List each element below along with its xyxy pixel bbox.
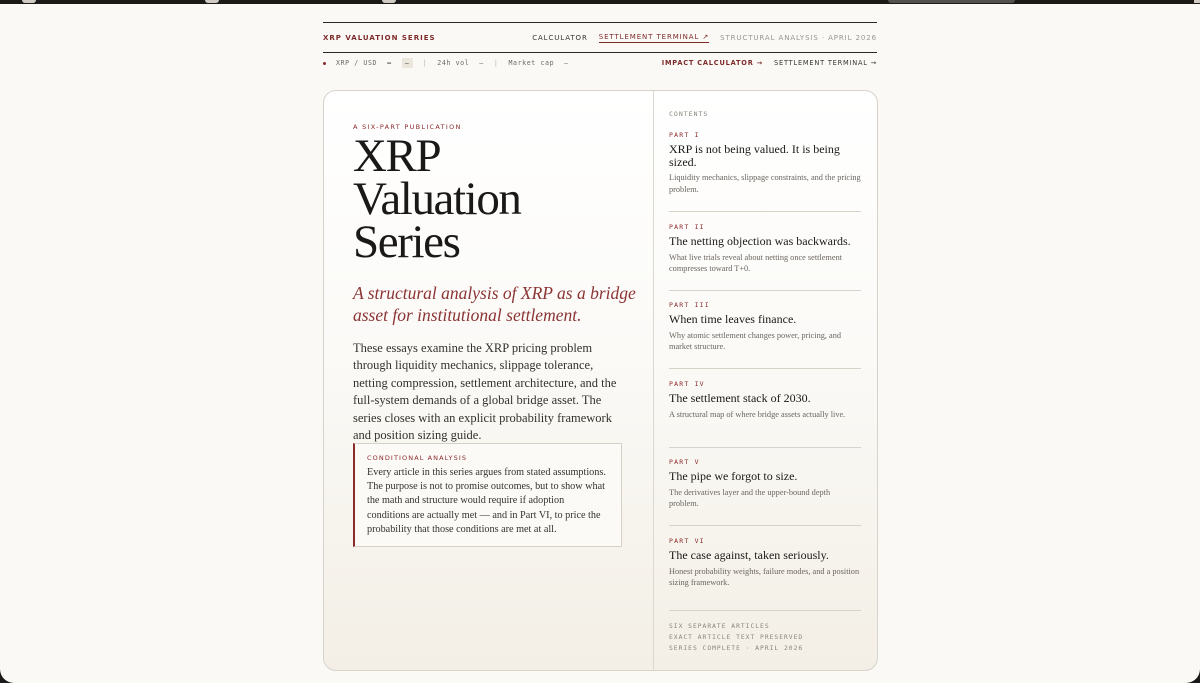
footer-line: SIX SEPARATE ARTICLES bbox=[669, 623, 770, 630]
part-description: Why atomic settlement changes power, pricing, and market structure. bbox=[669, 330, 842, 352]
browser-top-strip bbox=[0, 0, 1200, 4]
title-line: XRP bbox=[353, 130, 441, 182]
site-brand[interactable]: XRP VALUATION SERIES bbox=[323, 33, 436, 42]
page-title bbox=[353, 130, 653, 268]
title-line: Valuation bbox=[353, 173, 521, 225]
callout-heading: CONDITIONAL ANALYSIS bbox=[367, 454, 468, 462]
part-description: Honest probability weights, failure modes, and a position sizing framework. bbox=[669, 566, 860, 588]
price-ticker bbox=[323, 54, 877, 72]
part-link[interactable] bbox=[669, 458, 861, 510]
part-divider bbox=[669, 368, 861, 369]
part-label: PART V bbox=[669, 458, 700, 466]
callout-text: Every article in this series argues from stated assumptions. The purpose is not to promise outcomes, but to show what the math and structure would require if adoption conditions are actually met — and in Part VI, to price the probability that those conditions are met at all. bbox=[367, 467, 606, 535]
column-divider bbox=[653, 91, 654, 670]
part-divider bbox=[669, 290, 861, 291]
part-title: The pipe we forgot to size. bbox=[669, 469, 798, 483]
ticker-separator: | bbox=[493, 59, 499, 67]
nav-structural-analysis-label: STRUCTURAL ANALYSIS · APRIL 2026 bbox=[720, 33, 877, 42]
market-cap-label: Market cap bbox=[508, 59, 555, 67]
contents-heading: CONTENTS bbox=[669, 110, 709, 118]
live-indicator-dot bbox=[323, 62, 326, 65]
volume-label: 24h vol bbox=[437, 59, 470, 67]
part-divider bbox=[669, 211, 861, 212]
part-title: The case against, taken seriously. bbox=[669, 548, 829, 562]
volume-value: — bbox=[479, 59, 484, 67]
part-title: The settlement stack of 2030. bbox=[669, 391, 811, 405]
part-label: PART IV bbox=[669, 380, 705, 388]
part-link[interactable] bbox=[669, 380, 861, 420]
series-footer bbox=[669, 621, 803, 654]
publication-kicker: A SIX-PART PUBLICATION bbox=[353, 123, 462, 131]
part-description: Liquidity mechanics, slippage constraints, and the pricing problem. bbox=[669, 173, 861, 194]
top-nav bbox=[323, 22, 877, 53]
conditional-analysis-callout bbox=[353, 443, 622, 547]
nav-calculator-link[interactable]: CALCULATOR bbox=[532, 33, 588, 42]
series-card bbox=[323, 90, 878, 671]
tab-stub bbox=[382, 0, 396, 3]
part-divider bbox=[669, 525, 861, 526]
part-link[interactable] bbox=[669, 301, 861, 353]
market-cap-value: — bbox=[564, 59, 569, 67]
part-label: PART I bbox=[669, 131, 700, 139]
nav-settlement-terminal-link[interactable]: SETTLEMENT TERMINAL ↗ bbox=[598, 32, 710, 41]
part-description: What live trials reveal about netting once settlement compresses toward T+0. bbox=[669, 252, 843, 274]
nav-links bbox=[521, 33, 877, 43]
part-label: PART II bbox=[669, 223, 705, 231]
impact-calculator-link[interactable]: IMPACT CALCULATOR → bbox=[661, 59, 763, 67]
part-title: When time leaves finance. bbox=[669, 312, 797, 326]
intro-paragraph: These essays examine the XRP pricing problem through liquidity mechanics, slippage tolerance, netting compression, settlement architecture, and the full-system demands of a global bridge asset. The series closes with an explicit probability framework and position sizing guide. bbox=[353, 341, 617, 443]
title-line: Series bbox=[353, 216, 460, 268]
tab-stub bbox=[205, 0, 219, 3]
part-divider bbox=[669, 447, 861, 448]
part-description: The derivatives layer and the upper-bound depth problem. bbox=[669, 487, 831, 509]
page-subtitle: A structural analysis of XRP as a bridge asset for institutional settlement. bbox=[353, 283, 636, 325]
part-link[interactable] bbox=[669, 131, 861, 196]
part-link[interactable] bbox=[669, 223, 861, 275]
footer-line: EXACT ARTICLE TEXT PRESERVED bbox=[669, 634, 804, 641]
ticker-separator: | bbox=[422, 59, 428, 67]
part-link[interactable] bbox=[669, 537, 861, 589]
part-description: A structural map of where bridge assets actually live. bbox=[669, 409, 846, 419]
part-divider bbox=[669, 610, 861, 611]
price-value: — bbox=[387, 59, 392, 67]
pair-label: XRP / USD bbox=[336, 59, 378, 67]
window-corner bbox=[1186, 669, 1200, 683]
window-edge bbox=[1194, 0, 1200, 3]
part-title: XRP is not being valued. It is being sized. bbox=[669, 142, 840, 169]
footer-line: SERIES COMPLETE · APRIL 2026 bbox=[669, 645, 804, 652]
settlement-terminal-link[interactable]: SETTLEMENT TERMINAL → bbox=[774, 59, 877, 67]
change-badge: — bbox=[402, 58, 413, 68]
address-bar[interactable] bbox=[888, 0, 1015, 3]
part-label: PART VI bbox=[669, 537, 705, 545]
window-corner bbox=[0, 669, 14, 683]
part-label: PART III bbox=[669, 301, 710, 309]
part-title: The netting objection was backwards. bbox=[669, 234, 851, 248]
tab-stub bbox=[22, 0, 36, 3]
